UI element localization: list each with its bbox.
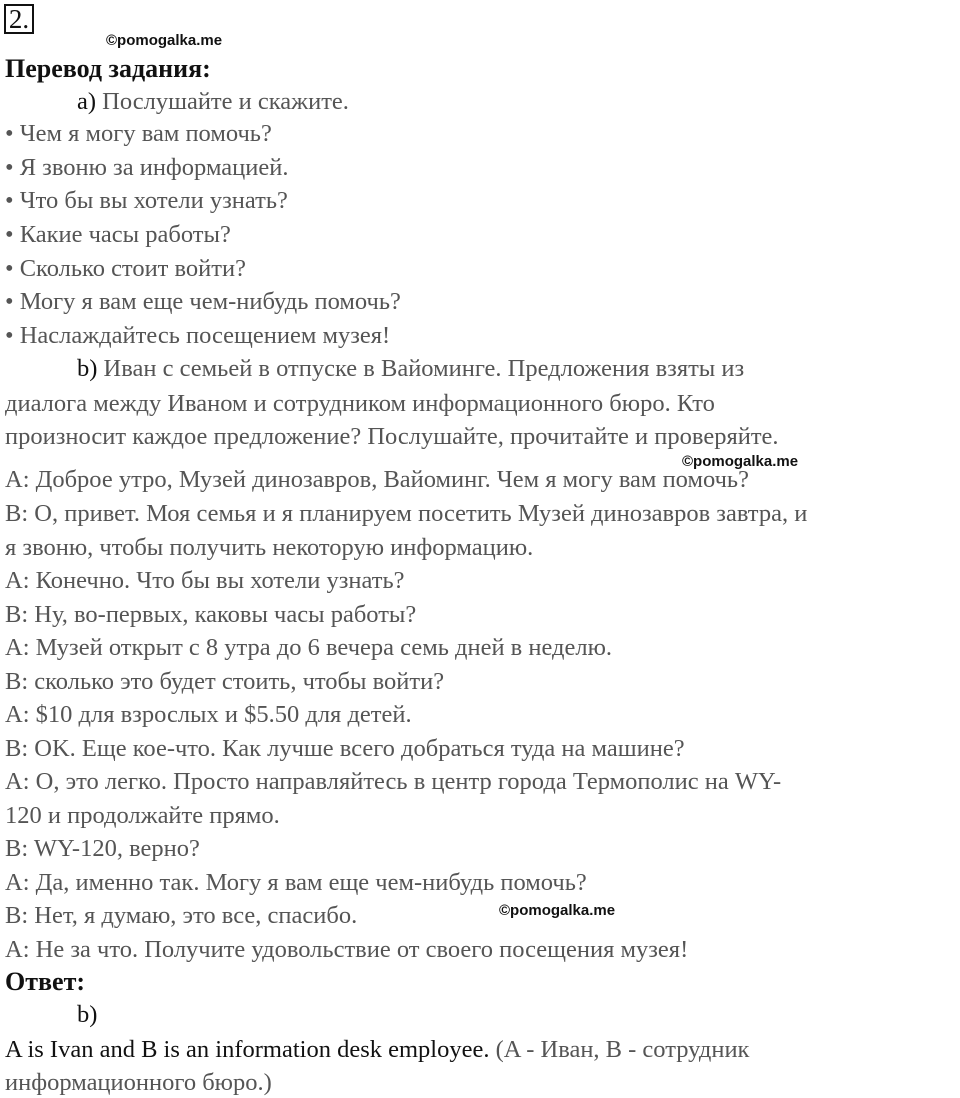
part-a-text: Послушайте и скажите. [96, 88, 349, 115]
bullet-item: • Сколько стоит войти? [5, 255, 246, 282]
bullet-item: • Наслаждайтесь посещением музея! [5, 322, 391, 349]
answer-russian-cont: информационного бюро.) [5, 1069, 272, 1096]
dialogue-line: A: Конечно. Что бы вы хотели узнать? [5, 567, 405, 594]
dialogue-line: B: О, привет. Моя семья и я планируем посетить Музей динозавров завтра, и [5, 500, 808, 527]
dialogue-line: B: WY-120, верно? [5, 835, 200, 862]
part-b-text: Иван с семьей в отпуске в Вайоминге. Предложения взяты из [97, 355, 745, 382]
dialogue-line: A: Доброе утро, Музей динозавров, Вайоминг. Чем я могу вам помочь? [5, 466, 749, 493]
dialogue-line: B: Нет, я думаю, это все, спасибо. [5, 902, 358, 929]
bullet-item: • Что бы вы хотели узнать? [5, 187, 288, 214]
part-b-intro [77, 355, 744, 383]
dialogue-line: A: Музей открыт с 8 утра до 6 вечера семь дней в неделю. [5, 634, 613, 661]
dialogue-line: A: О, это легко. Просто направляйтесь в центр города Термополис на WY- [5, 768, 782, 795]
answer-english: A is Ivan and B is an information desk employee. [5, 1036, 490, 1063]
answer-line [5, 1036, 749, 1064]
dialogue-line: B: OK. Еще кое-что. Как лучше всего добраться туда на машине? [5, 735, 685, 762]
answer-heading: Ответ: [5, 967, 86, 996]
task-number: 2. [8, 4, 30, 34]
part-a-label: a) [77, 88, 97, 115]
part-a-intro [77, 88, 349, 116]
bullet-item: • Могу я вам еще чем-нибудь помочь? [5, 288, 401, 315]
part-b-text-line: произносит каждое предложение? Послушайте, прочитайте и проверяйте. [5, 423, 779, 450]
part-b-text-line: диалога между Иваном и сотрудником информационного бюро. Кто [5, 390, 715, 417]
dialogue-line: A: Не за что. Получите удовольствие от своего посещения музея! [5, 936, 689, 963]
answer-label: b) [77, 1001, 98, 1028]
translation-heading: Перевод задания: [5, 54, 211, 83]
watermark: ©pomogalka.me [499, 902, 616, 919]
bullet-item: • Чем я могу вам помочь? [5, 120, 272, 147]
watermark: ©pomogalka.me [682, 453, 799, 470]
dialogue-line: я звоню, чтобы получить некоторую информацию. [5, 534, 534, 561]
watermark: ©pomogalka.me [106, 32, 223, 49]
dialogue-line: A: $10 для взрослых и $5.50 для детей. [5, 701, 412, 728]
dialogue-line: A: Да, именно так. Могу я вам еще чем-нибудь помочь? [5, 869, 587, 896]
task-number-box [4, 4, 34, 34]
bullet-item: • Какие часы работы? [5, 221, 231, 248]
part-b-label: b) [77, 355, 98, 382]
dialogue-line: B: Ну, во-первых, каковы часы работы? [5, 601, 417, 628]
bullet-item: • Я звоню за информацией. [5, 154, 289, 181]
dialogue-line: B: сколько это будет стоить, чтобы войти? [5, 668, 445, 695]
dialogue-line: 120 и продолжайте прямо. [5, 802, 280, 829]
answer-russian: (A - Иван, B - сотрудник [489, 1036, 750, 1063]
